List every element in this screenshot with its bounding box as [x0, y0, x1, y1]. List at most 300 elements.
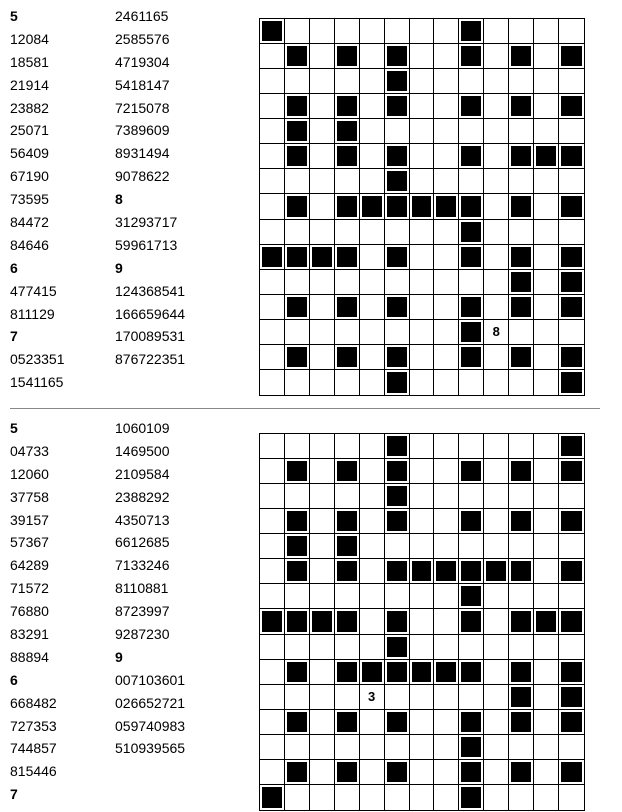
empty-cell[interactable] [260, 484, 285, 509]
empty-cell[interactable] [285, 220, 310, 245]
empty-cell[interactable] [410, 94, 435, 119]
empty-cell[interactable] [285, 735, 310, 760]
empty-cell[interactable] [285, 19, 310, 44]
empty-cell[interactable] [335, 584, 360, 609]
empty-cell[interactable] [410, 19, 435, 44]
empty-cell[interactable] [434, 785, 459, 810]
empty-cell[interactable] [410, 509, 435, 534]
empty-cell[interactable] [484, 220, 509, 245]
empty-cell[interactable] [260, 220, 285, 245]
empty-cell[interactable] [559, 169, 584, 194]
empty-cell[interactable] [410, 345, 435, 370]
empty-cell[interactable] [385, 785, 410, 810]
empty-cell[interactable] [260, 660, 285, 685]
empty-cell[interactable] [509, 434, 534, 459]
empty-cell[interactable] [360, 785, 385, 810]
empty-cell[interactable] [459, 484, 484, 509]
empty-cell[interactable] [360, 484, 385, 509]
empty-cell[interactable] [285, 320, 310, 345]
empty-cell[interactable] [360, 710, 385, 735]
empty-cell[interactable] [385, 735, 410, 760]
empty-cell[interactable] [260, 710, 285, 735]
empty-cell[interactable] [310, 760, 335, 785]
empty-cell[interactable] [509, 320, 534, 345]
empty-cell[interactable] [360, 609, 385, 634]
empty-cell[interactable] [335, 635, 360, 660]
empty-cell[interactable] [360, 270, 385, 295]
empty-cell[interactable] [434, 94, 459, 119]
empty-cell[interactable] [559, 584, 584, 609]
empty-cell[interactable] [260, 194, 285, 219]
empty-cell[interactable] [434, 370, 459, 395]
empty-cell[interactable] [459, 169, 484, 194]
empty-cell[interactable] [484, 635, 509, 660]
empty-cell[interactable] [335, 735, 360, 760]
empty-cell[interactable] [410, 245, 435, 270]
empty-cell[interactable] [310, 270, 335, 295]
empty-cell[interactable] [260, 559, 285, 584]
empty-cell[interactable] [559, 320, 584, 345]
empty-cell[interactable] [260, 685, 285, 710]
empty-cell[interactable] [534, 735, 559, 760]
empty-cell[interactable] [360, 459, 385, 484]
empty-cell[interactable] [285, 370, 310, 395]
empty-cell[interactable] [310, 345, 335, 370]
empty-cell[interactable] [434, 710, 459, 735]
empty-cell[interactable] [360, 635, 385, 660]
empty-cell[interactable] [559, 534, 584, 559]
empty-cell[interactable] [484, 760, 509, 785]
empty-cell[interactable] [509, 119, 534, 144]
empty-cell[interactable] [260, 270, 285, 295]
empty-cell[interactable] [335, 370, 360, 395]
puzzle-top [0, 0, 622, 400]
empty-cell[interactable] [410, 44, 435, 69]
empty-cell[interactable] [509, 19, 534, 44]
empty-cell[interactable] [310, 370, 335, 395]
empty-cell[interactable] [534, 220, 559, 245]
empty-cell[interactable] [434, 119, 459, 144]
empty-cell[interactable] [385, 584, 410, 609]
empty-cell[interactable] [459, 685, 484, 710]
empty-cell[interactable] [335, 785, 360, 810]
empty-cell[interactable] [260, 434, 285, 459]
empty-cell[interactable] [410, 685, 435, 710]
empty-cell[interactable] [260, 534, 285, 559]
empty-cell[interactable] [410, 220, 435, 245]
empty-cell[interactable] [385, 19, 410, 44]
empty-cell[interactable] [385, 119, 410, 144]
empty-cell[interactable] [434, 320, 459, 345]
empty-cell[interactable] [335, 169, 360, 194]
empty-cell[interactable] [260, 320, 285, 345]
empty-cell[interactable] [484, 735, 509, 760]
empty-cell[interactable] [260, 760, 285, 785]
empty-cell[interactable] [335, 220, 360, 245]
empty-cell[interactable] [310, 295, 335, 320]
empty-cell[interactable] [260, 295, 285, 320]
empty-cell[interactable] [310, 119, 335, 144]
empty-cell[interactable] [434, 345, 459, 370]
empty-cell[interactable] [534, 760, 559, 785]
empty-cell[interactable] [484, 345, 509, 370]
empty-cell[interactable] [310, 735, 335, 760]
empty-cell[interactable] [434, 169, 459, 194]
number-entry: 7389609 [115, 122, 170, 139]
empty-cell[interactable] [335, 270, 360, 295]
empty-cell[interactable] [559, 220, 584, 245]
empty-cell[interactable] [310, 785, 335, 810]
empty-cell[interactable] [285, 434, 310, 459]
empty-cell[interactable] [534, 584, 559, 609]
empty-cell[interactable] [459, 119, 484, 144]
empty-cell[interactable] [434, 434, 459, 459]
empty-cell[interactable] [484, 710, 509, 735]
empty-cell[interactable] [385, 220, 410, 245]
empty-cell[interactable] [484, 169, 509, 194]
empty-cell[interactable] [260, 94, 285, 119]
empty-cell[interactable] [260, 144, 285, 169]
empty-cell[interactable] [559, 635, 584, 660]
empty-cell[interactable] [484, 685, 509, 710]
black-cell [559, 194, 584, 219]
empty-cell[interactable] [534, 660, 559, 685]
empty-cell[interactable] [410, 434, 435, 459]
empty-cell[interactable] [509, 220, 534, 245]
empty-cell[interactable] [434, 69, 459, 94]
empty-cell[interactable] [410, 609, 435, 634]
empty-cell[interactable] [534, 295, 559, 320]
empty-cell[interactable] [534, 434, 559, 459]
empty-cell[interactable] [534, 484, 559, 509]
empty-cell[interactable] [434, 270, 459, 295]
black-cell [335, 245, 360, 270]
empty-cell[interactable] [410, 584, 435, 609]
empty-cell[interactable] [559, 119, 584, 144]
empty-cell[interactable] [310, 534, 335, 559]
empty-cell[interactable] [459, 69, 484, 94]
empty-cell[interactable] [310, 320, 335, 345]
prefilled-cell[interactable] [360, 685, 385, 710]
empty-cell[interactable] [534, 194, 559, 219]
empty-cell[interactable] [335, 484, 360, 509]
number-entry: 2109584 [115, 465, 170, 482]
empty-cell[interactable] [534, 245, 559, 270]
empty-cell[interactable] [484, 534, 509, 559]
empty-cell[interactable] [459, 370, 484, 395]
empty-cell[interactable] [484, 69, 509, 94]
empty-cell[interactable] [534, 94, 559, 119]
empty-cell[interactable] [310, 635, 335, 660]
black-cell [335, 345, 360, 370]
empty-cell[interactable] [260, 119, 285, 144]
length-header: 8 [115, 191, 123, 208]
empty-cell[interactable] [434, 19, 459, 44]
black-cell [410, 559, 435, 584]
empty-cell[interactable] [385, 685, 410, 710]
empty-cell[interactable] [559, 785, 584, 810]
number-entry: 170089531 [115, 328, 186, 345]
empty-cell[interactable] [484, 245, 509, 270]
empty-cell[interactable] [484, 434, 509, 459]
empty-cell[interactable] [534, 785, 559, 810]
empty-cell[interactable] [310, 69, 335, 94]
empty-cell[interactable] [484, 584, 509, 609]
empty-cell[interactable] [335, 434, 360, 459]
empty-cell[interactable] [484, 484, 509, 509]
empty-cell[interactable] [360, 534, 385, 559]
empty-cell[interactable] [559, 735, 584, 760]
empty-cell[interactable] [410, 484, 435, 509]
empty-cell[interactable] [534, 270, 559, 295]
empty-cell[interactable] [534, 69, 559, 94]
empty-cell[interactable] [534, 509, 559, 534]
empty-cell[interactable] [360, 69, 385, 94]
empty-cell[interactable] [534, 370, 559, 395]
empty-cell[interactable] [410, 534, 435, 559]
empty-cell[interactable] [459, 534, 484, 559]
empty-cell[interactable] [310, 194, 335, 219]
empty-cell[interactable] [285, 685, 310, 710]
empty-cell[interactable] [310, 169, 335, 194]
empty-cell[interactable] [410, 735, 435, 760]
empty-cell[interactable] [484, 119, 509, 144]
empty-cell[interactable] [410, 785, 435, 810]
number-entry: 124368541 [115, 282, 186, 299]
empty-cell[interactable] [360, 94, 385, 119]
number-entry: 477415 [10, 282, 57, 299]
number-entry: 39157 [10, 511, 49, 528]
empty-cell[interactable] [534, 635, 559, 660]
empty-cell[interactable] [434, 484, 459, 509]
empty-cell[interactable] [310, 685, 335, 710]
empty-cell[interactable] [260, 44, 285, 69]
empty-cell[interactable] [285, 635, 310, 660]
empty-cell[interactable] [484, 295, 509, 320]
empty-cell[interactable] [310, 459, 335, 484]
number-entry: 37758 [10, 488, 49, 505]
empty-cell[interactable] [509, 584, 534, 609]
empty-cell[interactable] [360, 144, 385, 169]
empty-cell[interactable] [410, 69, 435, 94]
puzzle-bottom [0, 412, 622, 812]
empty-cell[interactable] [534, 320, 559, 345]
empty-cell[interactable] [360, 735, 385, 760]
empty-cell[interactable] [385, 270, 410, 295]
empty-cell[interactable] [534, 169, 559, 194]
empty-cell[interactable] [434, 760, 459, 785]
black-cell [559, 559, 584, 584]
empty-cell[interactable] [534, 685, 559, 710]
empty-cell[interactable] [410, 635, 435, 660]
empty-cell[interactable] [260, 635, 285, 660]
empty-cell[interactable] [534, 559, 559, 584]
black-cell [559, 94, 584, 119]
empty-cell[interactable] [385, 320, 410, 345]
empty-cell[interactable] [434, 685, 459, 710]
empty-cell[interactable] [360, 760, 385, 785]
black-cell [509, 44, 534, 69]
empty-cell[interactable] [360, 509, 385, 534]
black-cell [335, 559, 360, 584]
empty-cell[interactable] [360, 19, 385, 44]
empty-cell[interactable] [310, 19, 335, 44]
empty-cell[interactable] [459, 635, 484, 660]
empty-cell[interactable] [434, 220, 459, 245]
empty-cell[interactable] [410, 459, 435, 484]
empty-cell[interactable] [434, 295, 459, 320]
empty-cell[interactable] [410, 320, 435, 345]
empty-cell[interactable] [360, 295, 385, 320]
empty-cell[interactable] [260, 69, 285, 94]
black-cell [260, 785, 285, 810]
empty-cell[interactable] [410, 119, 435, 144]
black-cell [509, 710, 534, 735]
empty-cell[interactable] [459, 270, 484, 295]
empty-cell[interactable] [434, 635, 459, 660]
empty-cell[interactable] [509, 635, 534, 660]
empty-cell[interactable] [360, 320, 385, 345]
empty-cell[interactable] [360, 434, 385, 459]
number-entry: 84646 [10, 236, 49, 253]
empty-cell[interactable] [260, 370, 285, 395]
number-entry: 84472 [10, 214, 49, 231]
empty-cell[interactable] [285, 270, 310, 295]
empty-cell[interactable] [559, 19, 584, 44]
empty-cell[interactable] [260, 509, 285, 534]
empty-cell[interactable] [434, 534, 459, 559]
empty-cell[interactable] [285, 69, 310, 94]
black-cell [459, 19, 484, 44]
empty-cell[interactable] [484, 609, 509, 634]
empty-cell[interactable] [484, 660, 509, 685]
empty-cell[interactable] [534, 19, 559, 44]
empty-cell[interactable] [360, 559, 385, 584]
empty-cell[interactable] [509, 735, 534, 760]
empty-cell[interactable] [484, 194, 509, 219]
empty-cell[interactable] [335, 69, 360, 94]
empty-cell[interactable] [310, 144, 335, 169]
empty-cell[interactable] [484, 370, 509, 395]
empty-cell[interactable] [310, 509, 335, 534]
black-cell [285, 660, 310, 685]
black-cell [484, 559, 509, 584]
black-cell [559, 760, 584, 785]
empty-cell[interactable] [484, 459, 509, 484]
empty-cell[interactable] [410, 270, 435, 295]
empty-cell[interactable] [559, 69, 584, 94]
empty-cell[interactable] [285, 169, 310, 194]
empty-cell[interactable] [484, 785, 509, 810]
empty-cell[interactable] [385, 534, 410, 559]
empty-cell[interactable] [534, 44, 559, 69]
empty-cell[interactable] [360, 169, 385, 194]
empty-cell[interactable] [285, 484, 310, 509]
empty-cell[interactable] [484, 44, 509, 69]
empty-cell[interactable] [310, 660, 335, 685]
empty-cell[interactable] [434, 245, 459, 270]
empty-cell[interactable] [310, 44, 335, 69]
empty-cell[interactable] [360, 220, 385, 245]
empty-cell[interactable] [484, 270, 509, 295]
empty-cell[interactable] [509, 370, 534, 395]
empty-cell[interactable] [509, 169, 534, 194]
empty-cell[interactable] [360, 584, 385, 609]
empty-cell[interactable] [434, 44, 459, 69]
empty-cell[interactable] [285, 785, 310, 810]
empty-cell[interactable] [434, 584, 459, 609]
number-entry: 83291 [10, 626, 49, 643]
empty-cell[interactable] [410, 144, 435, 169]
empty-cell[interactable] [534, 119, 559, 144]
empty-cell[interactable] [484, 94, 509, 119]
empty-cell[interactable] [260, 735, 285, 760]
empty-cell[interactable] [434, 144, 459, 169]
number-entry: 2388292 [115, 488, 170, 505]
empty-cell[interactable] [335, 19, 360, 44]
empty-cell[interactable] [410, 295, 435, 320]
empty-cell[interactable] [559, 484, 584, 509]
empty-cell[interactable] [434, 735, 459, 760]
empty-cell[interactable] [360, 119, 385, 144]
empty-cell[interactable] [509, 785, 534, 810]
empty-cell[interactable] [310, 584, 335, 609]
empty-cell[interactable] [434, 509, 459, 534]
empty-cell[interactable] [484, 19, 509, 44]
number-entry: 9287230 [115, 626, 170, 643]
empty-cell[interactable] [410, 760, 435, 785]
empty-cell[interactable] [260, 584, 285, 609]
empty-cell[interactable] [260, 459, 285, 484]
empty-cell[interactable] [310, 94, 335, 119]
empty-cell[interactable] [434, 459, 459, 484]
empty-cell[interactable] [310, 220, 335, 245]
empty-cell[interactable] [360, 44, 385, 69]
empty-cell[interactable] [509, 534, 534, 559]
prefilled-cell[interactable] [484, 320, 509, 345]
empty-cell[interactable] [310, 559, 335, 584]
empty-cell[interactable] [285, 584, 310, 609]
empty-cell[interactable] [434, 609, 459, 634]
empty-cell[interactable] [310, 434, 335, 459]
black-cell [385, 69, 410, 94]
empty-cell[interactable] [534, 459, 559, 484]
number-entry: 12084 [10, 30, 49, 47]
empty-cell[interactable] [534, 345, 559, 370]
empty-cell[interactable] [335, 685, 360, 710]
empty-cell[interactable] [484, 144, 509, 169]
empty-cell[interactable] [534, 534, 559, 559]
empty-cell[interactable] [534, 710, 559, 735]
empty-cell[interactable] [509, 69, 534, 94]
empty-cell[interactable] [310, 484, 335, 509]
black-cell [534, 144, 559, 169]
empty-cell[interactable] [410, 710, 435, 735]
empty-cell[interactable] [360, 345, 385, 370]
number-entry: 8110881 [115, 580, 169, 597]
empty-cell[interactable] [459, 434, 484, 459]
empty-cell[interactable] [335, 320, 360, 345]
empty-cell[interactable] [410, 370, 435, 395]
empty-cell[interactable] [360, 370, 385, 395]
empty-cell[interactable] [509, 484, 534, 509]
empty-cell[interactable] [310, 710, 335, 735]
empty-cell[interactable] [360, 245, 385, 270]
empty-cell[interactable] [484, 509, 509, 534]
empty-cell[interactable] [410, 169, 435, 194]
empty-cell[interactable] [260, 345, 285, 370]
empty-cell[interactable] [260, 169, 285, 194]
